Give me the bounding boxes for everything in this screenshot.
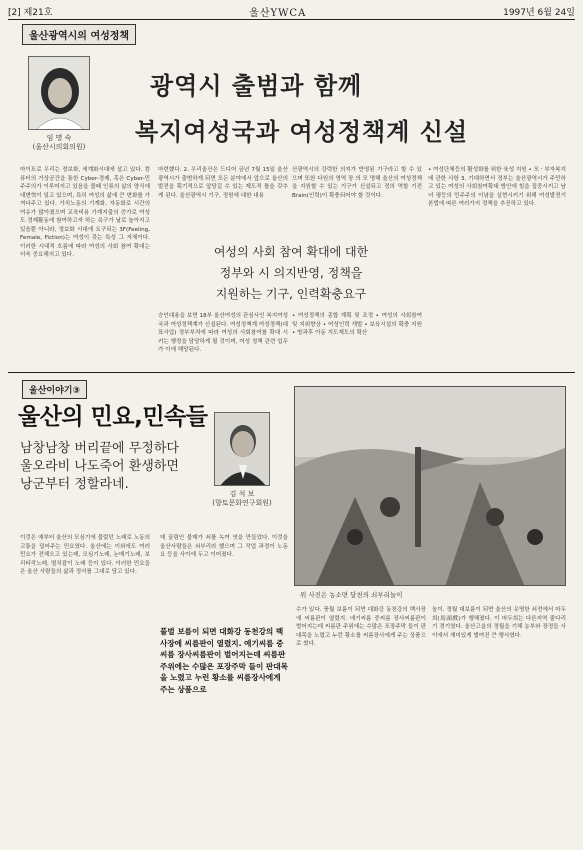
subtitle-line-2: 울오라비 나도죽어 환생하면 [20, 459, 179, 474]
section-label-women-policy: 울산광역시의 여성정책 [22, 24, 136, 45]
pull-quote-line-2: 정부와 시 의지반영, 정책을 [219, 266, 363, 280]
portrait-caption [20, 134, 98, 153]
pull-quote-line-1: 여성의 사회 참여 확대에 대한 [213, 245, 369, 259]
author2-title: (향토문화연구회원) [212, 499, 272, 508]
headline-line-2: 복지여성국과 여성정책계 신설 [135, 118, 469, 146]
story-column-2: 데 끌림인 불매가 쇠를 녹여 엿을 만들었다. 이것을 울산사람들은 쇠부리라 했으며 그 작업 과정이 노동요 등을 사이에 두고 이어졌다. [160, 535, 288, 558]
pull-quote [160, 242, 422, 305]
publication-name: 울산YWCA [249, 7, 307, 19]
crowd-photo-icon [295, 387, 566, 586]
body-column-3: 산광역시의 강력한 의지가 반영된 기구라고 할 수 있으며 또한 다원의 영역 장 의 모 명해 울산의 여성정책을 지원할 수 있는 기구가 신설되고 정의 역할 기전 Brain(인력)이 확충되어야 할 것이다. [292, 167, 422, 199]
story-column-1: 이것은 예부터 울산의 모심기에 불렀던 노래로 노동의 고통을 덜어주는 민요였다. 울산에는 이외에도 여러 민요가 전해오고 있는데, 모심기노래, 논매기노래, 보리타작노래, 멸치잡이 노래 등이 있다. 이러한 민요들은 울산 사람들의 삶과 정서를 그대로 담고 있다. [20, 535, 150, 575]
author-name: 임 명 숙 [46, 134, 72, 142]
body-column-3b: • 여성정책의 종합 계획 및 조정 • 여성의 사회참여 및 지위향상 • 여성인력 개발 • 보육시설의 확충 지원 • 방과후 아동 지도제도의 확산 [292, 313, 422, 336]
body-column-2: 마련했다. 2. 우리울산은 드디어 금년 7월 15일 울산광역시가 출범하게 되면 모든 분야에서 앞으로 울산의 발전을 획기적으로 앞당길 수 있는 제도적 틀을 갖추게 된다. 울산광역시 기구, 정원에 대한 내용 [158, 167, 288, 199]
portrait2-caption [206, 490, 278, 509]
author2-name: 김 석 보 [229, 490, 255, 498]
issue-number: [2] 제21호 [8, 7, 53, 18]
subtitle-line-1: 남창남창 버리끝에 무정하다 [20, 441, 179, 456]
story-column-3: 수가 있다. 풍월 보름이 되면 대화강 동천강의 백사장에 씨름판이 열렸지. 애기씨름 중씨름 장사씨름판이 벌어지는데 씨름판 주위에는 수많은 포장주막 들이 판대목을 노렸고 누런 황소를 씨름장사에게 주는 상품으로 썼다. [296, 607, 426, 647]
headline-line-1: 광역시 출범과 함께 [150, 72, 363, 100]
story-title: 울산의 민요,민속들 [18, 404, 208, 430]
masthead [8, 4, 575, 18]
subtitle-line-3: 낭군부터 정할라네. [20, 477, 129, 492]
author-title: (울산시의회의원) [32, 143, 86, 152]
person-photo-icon [215, 413, 270, 486]
body-column-1: 마이트로 우리는 정보화, 세계화시대에 살고 있다. 컴퓨터의 가상공간을 통한 Cyber-경제, 혹은 Cyber-민주주의가 이루어지고 있음을 볼때 인류의 삶의 양식에 대변혁이 일고 있으며, 특히 여성의 삶에 큰 변화를 가져다주고 있다. 가치노동의 기계화, 자동화로 시간의 여유가 많아졌으며 교육비용 가계지출의 증가로 여성도 경제활동에 참여하고자 하는 욕구가 날로 높아지고 있음뿐 아니라, 정보화 시대에 요구되는 3F(Feeling, Female, Fiction)는 여성이 갖는 특성 그 자체이다. 이러한 시대적 흐름에 따라 여성의 사회 참여 확대는 더욱 중요해지고 있다. [20, 167, 150, 258]
section-label-ulsan-story: 울산이야기③ [22, 380, 87, 399]
photo-caption: 위 사진은 농소면 달천의 쇠부리놀이 [300, 591, 403, 599]
issue-date: 1997년 6월 24일 [503, 7, 575, 18]
story-subtitle [20, 440, 179, 494]
author2-portrait [214, 412, 270, 486]
story-column-4: 놀이. 정월 대보름이 되면 울산의 유명한 쇠전에서 마두희(馬頭戲)가 행해졌다. 이 마두희는 다른지역 줄다리기 경기였다. 울산고을의 정월을 기해 농부와 장정들 사이에서 재미있게 벌여진 큰 행사였다. [432, 607, 566, 639]
story-highlight: 풀벌 보름이 되면 대화강 동천강의 백사장에 씨름판이 열렸지. 애기씨름 중씨름 장사씨름판이 벌어지는데 씨름판 주위에는 수많은 포장주막 들이 판대목을 노렸고 누런 황소를 씨름장사에게 주는 상품으로 [160, 627, 288, 694]
author-portrait [28, 56, 90, 130]
pull-quote-line-3: 지원하는 기구, 인력확충요구 [215, 287, 367, 301]
masthead-rule [8, 19, 575, 20]
body-column-4: • 여성단체등의 활성화를 위한 육성 지원 • 모ㆍ부자복지에 관한 사항 3. 기대하면서 정부는 울산광역시가 주민하고 있는 여성의 사회참여확대 방안에 힘을 집중시키고 남녀 평등의 민주주의 이념을 실현시키기 위해 여성발전기본법에 따른 여러가지 정책을 추진하고 있다. [428, 167, 566, 207]
person-photo-icon [29, 57, 90, 130]
festival-photo [294, 386, 566, 586]
section-divider [8, 372, 575, 373]
body-column-2b: 승인대용을 보면 18부 울산여성의 관심사인 복지여성국과 여성정책계가 신설된다. 여성정책계 여성정책(대표사업) 정부부처에 따라 여성의 사회참여를 확대 시키는 행정을 담당하게 될 것이며, 여성 정책 관련 업무가 이에 해당된다. [158, 313, 288, 353]
